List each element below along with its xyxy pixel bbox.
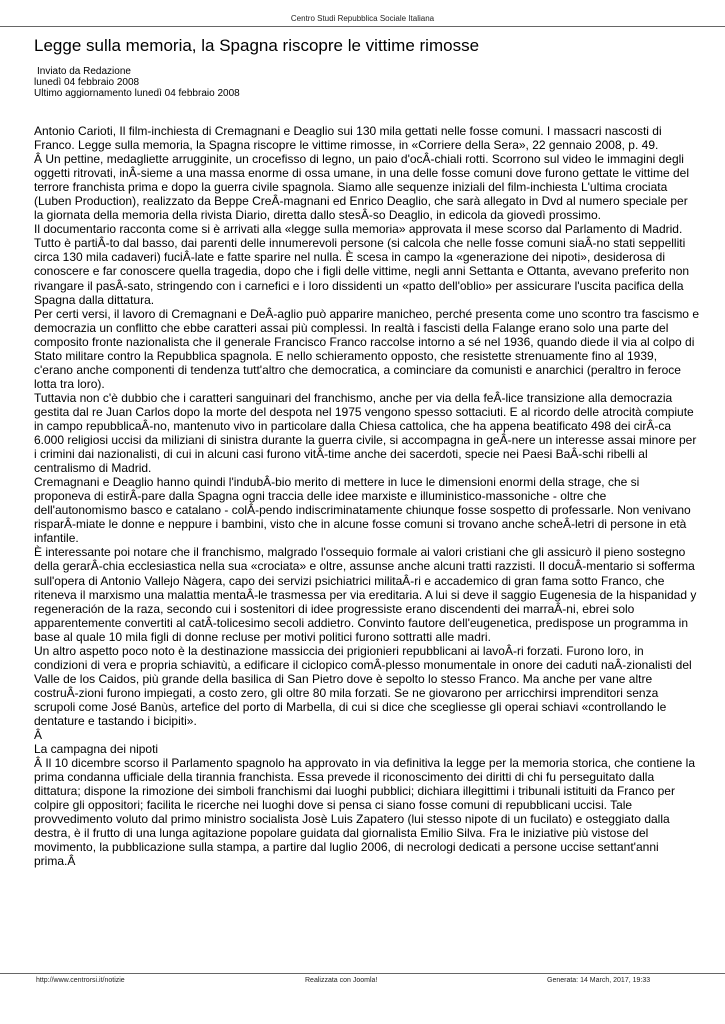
article-meta <box>34 66 240 99</box>
site-header: Centro Studi Repubblica Sociale Italiana <box>290 14 435 23</box>
article-paragraph: Â <box>34 728 43 743</box>
article-paragraph: Cremagnani e Deaglio hanno quindi l'indubÂ-bio merito di mettere in luce le dimensioni enormi della strage, che si proponeva di estirÂ-pare dalla Spagna ogni traccia delle idee marxiste e illuministico-massoniche - oltre che dell'autonomismo basco e catalano - colÂ-pendo indiscriminatamente chiunque fosse sospetto di professarle. Non venivano risparÂ-miate le donne e neppure i bambini, visto che in alcune fosse comuni si trovano anche scheÂ-letri di persone in età infantile. <box>34 475 691 546</box>
article-last-updated: Ultimo aggiornamento lunedì 04 febbraio 2008 <box>34 88 240 99</box>
footer-divider <box>0 973 725 974</box>
footer-powered-by: Realizzata con Joomla! <box>305 977 378 984</box>
article-paragraph: Il documentario racconta come si è arrivati alla «legge sulla memoria» approvata il mese scorso dal Parlamento di Madrid. Tutto è partiÂ-to dal basso, dai parenti delle innumerevoli persone (si calcola che nelle fosse comuni siaÂ-no stati seppelliti circa 130 mila cadaveri) fuciÂ-late e fatte sparire nel nulla. È scesa in campo la «generazione dei nipoti», desiderosa di conoscere e far conoscere quella tragedia, dopo che i figli delle vittime, negli anni Settanta e Ottanta, avevano preferito non rivangare il pasÂ-sato, stringendo con i carnefici e i loro dissidenti un «patto dell'oblio» per assicurare l'uscita pacifica della Spagna dalla dittatura. <box>34 222 690 307</box>
article-paragraph: Per certi versi, il lavoro di Cremagnani e DeÂ-aglio può apparire manicheo, perché presenta come uno scontro tra fascismo e democrazia un conflitto che ebbe caratteri assai più complessi. In realtà i fascisti della Falange erano solo una parte del composito fronte nazionalista che il generale Francisco Franco raccolse intorno a sé nel 1936, quando diede il via al colpo di Stato militare contro la Repubblica spagnola. E nello schieramento opposto, che resistette strenuamente fino al 1939, c'erano anche componenti di tendenza tutt'altro che democratica, a cominciare da comunisti e anarchici (peraltro in feroce lotta tra loro). <box>34 306 699 391</box>
footer-url: http://www.centrorsi.it/notizie <box>36 977 125 984</box>
article-paragraph: Antonio Carioti, Il film-inchiesta di Cremagnani e Deaglio sui 130 mila gettati nelle fosse comuni. I massacri nascosti di Franco. Legge sulla memoria, la Spagna riscopre le vittime rimosse, in «Corriere della Sera», 22 gennaio 2008, p. 49. <box>34 124 662 153</box>
article-date: lunedì 04 febbraio 2008 <box>34 77 140 88</box>
article-paragraph: Â Un pettine, medagliette arrugginite, un crocefisso di legno, un paio d'ocÂ-chiali rotti. Scorrono sul video le immagini degli oggetti ritrovati, inÂ-sieme a una massa enorme di ossa umane, in una delle fosse comuni dove furono gettate le vittime del terrore franchista prima e dopo la guerra civile spagnola. Siamo alle sequenze iniziali del film-inchiesta L'ultima crociata (Luben Production), realizzato da Beppe CreÂ-magnani ed Enrico Deaglio, che sarà allegato in Dvd al numero speciale per la giornata della memoria della rivista Diario, diretta dallo stesÂ-so Deaglio, in edicola da giovedì prossimo. <box>34 152 690 223</box>
article-paragraph: Â Il 10 dicembre scorso il Parlamento spagnolo ha approvato in via definitiva la legge per la memoria storica, che contiene la prima condanna ufficiale della tirannia franchista. Essa prevede il riconoscimento dei diritti di chi fu perseguitato dalla dittatura; dispone la rimozione dei simboli franchismi dai luoghi pubblici; dichiara illegittimi i tribunali istituiti da Franco per colpire gli oppositori; facilita le ricerche nei luoghi dove si pensa ci siano fosse comuni di repubblicani uccisi. Tale provvedimento voluto dal primo ministro socialista Josè Luis Zapatero (lui stesso nipote di un fucilato) e osteggiato dalla destra, è il frutto di una lunga agitazione popolare guidata dal giornalista Emilio Silva. Fra le iniziative più vistose del movimento, la pubblicazione sulla stampa, a partire dal luglio 2006, di necrologi dedicati a persone uccise settant'anni prima.Â <box>34 756 696 869</box>
section-heading: La campagna dei nipoti <box>34 742 159 757</box>
article-paragraph: Un altro aspetto poco noto è la destinazione massiccia dei prigionieri repubblicani ai lavoÂ-ri forzati. Furono loro, in condizioni di vera e propria schiavitù, a edificare il ciclopico comÂ-plesso monumentale in onore dei caduti naÂ-zionalisti del Valle de los Caidos, più grande della basilica di San Pietro dove è sepolto lo stesso Franco. Ma anche per vane altre costruÂ-zioni furono impiegati, a costo zero, gli oltre 80 mila forzati. Se ne giovarono per arricchirsi imprenditori senza scrupoli come José Banùs, artefice del porto di Marbella, di cui si dice che scegliesse gli operai schiavi «controllando le dentature e tastando i bicipiti». <box>34 643 692 728</box>
article-author: Inviato da Redazione <box>37 66 131 77</box>
article-paragraph: Tuttavia non c'è dubbio che i caratteri sanguinari del franchismo, anche per via della feÂ-lice transizione alla democrazia gestita dal re Juan Carlos dopo la morte del despota nel 1975 vengono spesso sottaciuti. E al ricordo delle atrocità compiute in campo repubblicaÂ-no, mantenuto vivo in particolare dalla Chiesa cattolica, che ha appena beatificato 498 dei cirÂ-ca 6.000 religiosi uccisi da miliziani di sinistra durante la guerra civile, si accompagna in geÂ-nere un interesse assai minore per i crimini dai nazionalisti, di cui in alcuni casi furono vitÂ-time anche dei sacerdoti, specie nei Paesi BaÂ-schi ribelli al centralismo di Madrid. <box>34 390 697 476</box>
article-paragraph: È interessante poi notare che il franchismo, malgrado l'ossequio formale ai valori cristiani che gli assicurò il pieno sostegno della gerarÂ-chia ecclesiastica nella sua «crociata» e oltre, assunse anche alcuni tratti razzisti. Il docuÂ-mentario si sofferma sull'opera di Antonio Vallejo Nàgera, capo dei servizi psichiatrici militaÂ-ri e accademico di gran fama sotto Franco, che riteneva il marxismo una malattia mentaÂ-le trasmessa per via ereditaria. A lui si deve il saggio Eugenesia de la hispanidad y regeneración de la raza, secondo cui i sostenitori di idee progressiste erano discendenti dei marraÂ-ni, ebrei solo apparentemente convertiti al catÂ-tolicesimo secoli addietro. Convinto fautore dell'eugenetica, predispose un programma in base al quale 10 mila figli di donne recluse per motivi politici furono sottratti alle madri. <box>34 545 697 644</box>
header-divider <box>0 26 725 27</box>
article-title: Legge sulla memoria, la Spagna riscopre le vittime rimosse <box>34 36 480 55</box>
footer-generated: Generata: 14 March, 2017, 19:33 <box>547 977 651 984</box>
article-body <box>34 124 699 868</box>
